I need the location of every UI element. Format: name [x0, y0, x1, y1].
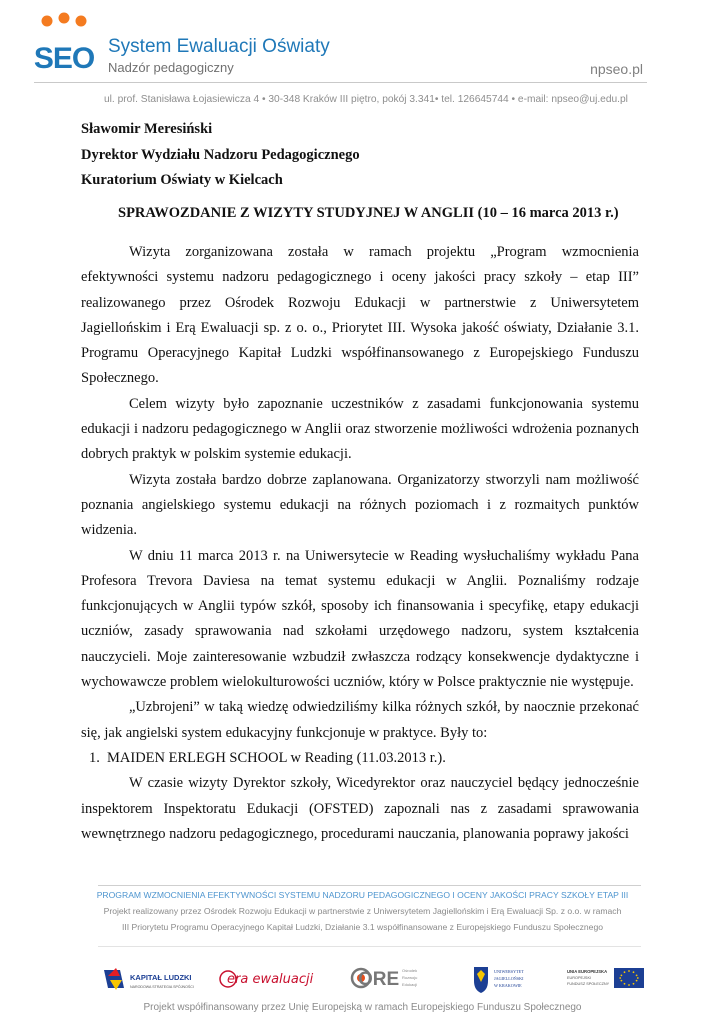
- program-line-1: Projekt realizowany przez Ośrodek Rozwoju Edukacji w partnerstwie z Uniwersytetem Jagiellońskim i Erą Ewaluacji Sp. z o.o. w ramach: [103, 906, 622, 916]
- list-item-text: MAIDEN ERLEGH SCHOOL w Reading (11.03.2013 r.).: [107, 749, 446, 766]
- brand-subtitle: Nadzór pedagogiczny: [108, 60, 234, 75]
- ore-subtext-2: Rozwoju: [402, 975, 418, 980]
- era-ewaluacji-text: era ewaluacji: [227, 972, 314, 987]
- ore-subtext-1: Ośrodek: [402, 968, 418, 973]
- website-link[interactable]: npseo.pl: [590, 61, 643, 77]
- paragraph: W czasie wizyty Dyrektor szkoły, Wicedyrektor oraz nauczyciel będący jednocześnie inspektorem Inspektoratu Edukacji (OFSTED) zapoznali nas z zasadami sprawowania wewnętrznego nadzoru pedagogicznego, procedurami nauczania, planowania poprawy jakości: [81, 775, 639, 842]
- document-title: SPRAWOZDANIE Z WIZYTY STUDYJNEJ W ANGLII (10 – 16 marca 2013 r.): [118, 205, 619, 221]
- ore-subtext-3: Edukacji: [402, 982, 418, 987]
- kapital-ludzki-text: KAPITAŁ LUDZKI: [130, 973, 192, 982]
- kapital-ludzki-subtext: NARODOWA STRATEGIA SPÓJNOŚCI: [130, 985, 194, 989]
- program-title: PROGRAM WZMOCNIENIA EFEKTYWNOŚCI SYSTEMU NADZORU PEDAGOGICZNEGO I OCENY JAKOŚCI PRACY SZKOŁY ETAP III: [96, 890, 629, 900]
- sender-block: [81, 117, 360, 194]
- ore-text: ORE: [358, 969, 400, 990]
- paragraph: Wizyta została bardzo dobrze zaplanowana. Organizatorzy stworzyli nam możliwość poznania angielskiego systemu edukacji na różnych poziomach i z rozmaitych punktów widzenia.: [81, 471, 639, 539]
- paragraph: Wizyta zorganizowana została w ramach projektu „Program wzmocnienia efektywności systemu nadzoru pedagogicznego i oceny jakości pracy szkoły – etap III” realizowanego przez Ośrodek Rozwoju Edukacji w partnerstwie z Uniwersytetem Jagiellońskim i Erą Ewaluacji sp. z o. o., Priorytet III. Wysoka jakość oświaty, Działanie 3.1. Programu Operacyjnego Kapitał Ludzki współfinansowanego z Europejskiego Funduszu Społecznego.: [81, 244, 639, 387]
- era-ewaluacji-logo: [220, 971, 314, 987]
- eu-logo: [567, 968, 644, 988]
- eu-text-1: UNIA EUROPEJSKA: [567, 969, 608, 974]
- sender-position: Dyrektor Wydziału Nadzoru Pedagogicznego: [81, 146, 360, 163]
- footer-divider-2: [98, 946, 641, 947]
- uj-text-3: W KRAKOWIE: [494, 983, 522, 988]
- header-divider: [34, 82, 647, 83]
- brand-title: System Ewaluacji Oświaty: [108, 36, 330, 57]
- eu-text-3: FUNDUSZ SPOŁECZNY: [567, 982, 610, 986]
- list-item-number: 1.: [89, 749, 100, 766]
- partner-logos: [100, 962, 660, 998]
- paragraph: „Uzbrojeni” w taką wiedzę odwiedziliśmy kilka różnych szkół, by naocznie przekonać się, jak angielski system edukacyjny funkcjonuje w praktyce. Były to:: [81, 699, 639, 741]
- contact-address: ul. prof. Stanisława Łojasiewicza 4 • 30-348 Kraków III piętro, pokój 3.341• tel. 126645744 • e-mail: npseo@uj.edu.pl: [104, 94, 628, 105]
- sender-institution: Kuratorium Oświaty w Kielcach: [81, 172, 283, 188]
- eu-text-2: EUROPEJSKI: [567, 976, 592, 980]
- document-body: [81, 240, 639, 847]
- uj-text-1: UNIWERSYTET: [494, 969, 524, 974]
- kapital-ludzki-logo: [104, 968, 194, 990]
- logo-text: SEO: [34, 42, 94, 75]
- paragraph: W dniu 11 marca 2013 r. na Uniwersytecie w Reading wysłuchaliśmy wykładu Pana Profesora Trevora Daviesa na temat systemu edukacji w Anglii. Poznaliśmy rodzaje funkcjonujących w Anglii typów szkół, sposoby ich finansowania i specyfikę, etapy edukacji uczniów, zasady sprawowania nad szkołami urzędowego nadzoru, system kształcenia nauczycieli. Moje zainteresowanie wzbudził zwłaszcza rodzący konsekwencje dydaktyczne i wychowawcze problem wielokulturowości uczniów, który w Polsce praktycznie nie występuje.: [81, 547, 639, 691]
- seo-logo: [34, 12, 94, 82]
- paragraph: Celem wizyty było zapoznanie uczestników z zasadami funkcjonowania systemu edukacji i nadzoru pedagogicznego w Anglii oraz stworzenie możliwości wdrożenia poznanych dobrych praktyk w polskim systemie edukacji.: [81, 395, 639, 463]
- uj-logo: [474, 967, 524, 993]
- footer-divider: [98, 885, 641, 886]
- list-item: [81, 746, 639, 771]
- ore-logo: [352, 968, 417, 990]
- uj-text-2: JAGIELLOŃSKI: [494, 976, 524, 981]
- cofinancing-note: Projekt współfinansowany przez Unię Europejską w ramach Europejskiego Funduszu Społecznego: [143, 1002, 582, 1013]
- sender-name: Sławomir Meresiński: [81, 121, 213, 137]
- program-line-2: III Priorytetu Programu Operacyjnego Kapitał Ludzki, Działanie 3.1 współfinansowane z Europejskiego Funduszu Społecznego: [121, 922, 604, 932]
